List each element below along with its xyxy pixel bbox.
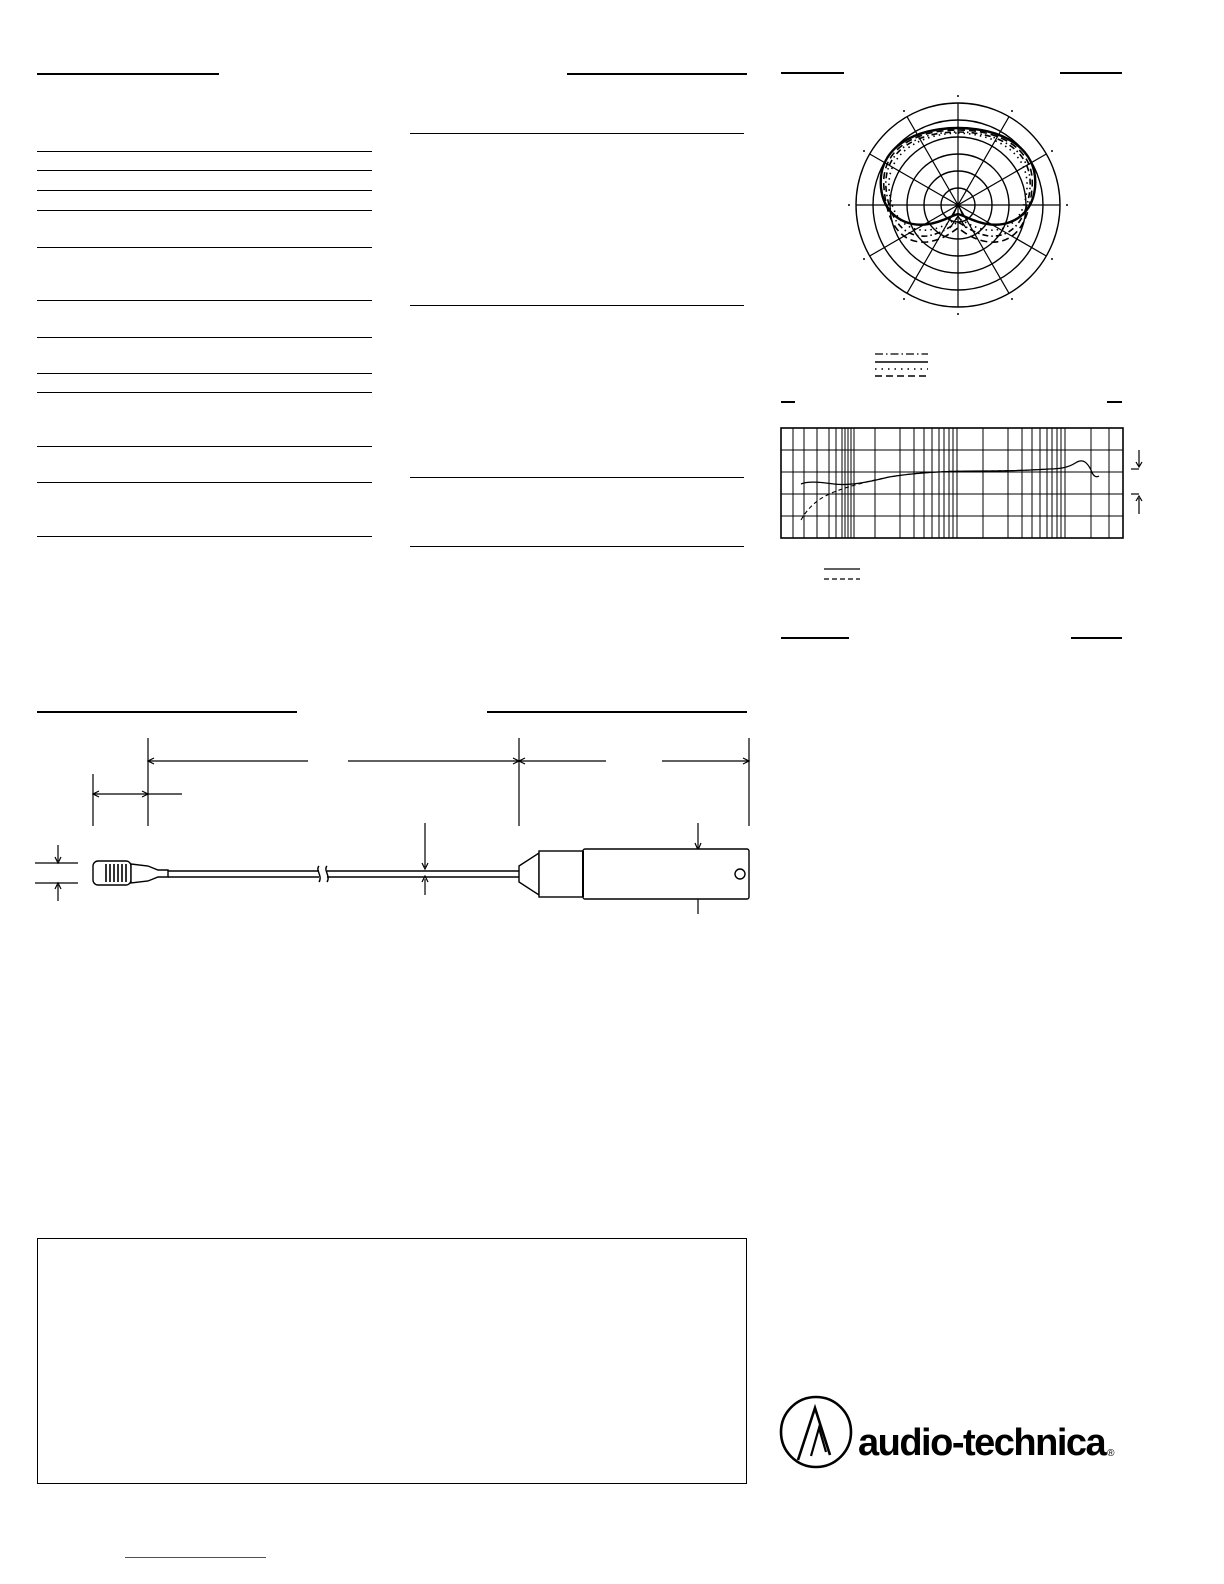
brand-wordmark bbox=[858, 1421, 1115, 1476]
spec-row-divider bbox=[37, 373, 372, 374]
frequency-response-icon bbox=[779, 426, 1139, 576]
frequency-legend-icon bbox=[822, 566, 866, 584]
spec-row-divider bbox=[37, 190, 372, 191]
spec-row-divider bbox=[37, 337, 372, 338]
spec-row-divider bbox=[410, 305, 744, 306]
spec-row-divider bbox=[37, 210, 372, 211]
registered-mark: ® bbox=[1107, 1448, 1115, 1459]
dimensions-heading-rule-right bbox=[487, 711, 747, 713]
polar-legend-icon bbox=[873, 350, 933, 380]
accessories-heading-rule-right bbox=[1071, 637, 1122, 639]
polar-pattern-heading-rule-right bbox=[1060, 72, 1122, 74]
specifications-heading-rule-right bbox=[567, 73, 747, 75]
spec-row-divider bbox=[37, 536, 372, 537]
footer-link[interactable] bbox=[125, 1557, 266, 1560]
spec-row-divider bbox=[37, 247, 372, 248]
dimensions-heading-rule bbox=[37, 711, 297, 713]
spec-row-divider bbox=[410, 546, 744, 547]
polar-pattern-heading-rule bbox=[781, 72, 844, 74]
audio-technica-logo-icon bbox=[778, 1394, 854, 1470]
specifications-heading-rule bbox=[37, 73, 219, 75]
spec-row-divider bbox=[37, 392, 372, 393]
spec-row-divider bbox=[37, 482, 372, 483]
spec-row-divider bbox=[37, 446, 372, 447]
frequency-response-heading-rule bbox=[781, 401, 795, 403]
frequency-response-heading-rule-right bbox=[1107, 401, 1122, 403]
spec-row-divider bbox=[37, 151, 372, 152]
microphone-dimension-drawing-icon bbox=[30, 730, 760, 910]
polar-pattern-icon bbox=[829, 76, 1089, 336]
notice-box bbox=[37, 1238, 747, 1484]
brand-name: audio-technica bbox=[858, 1422, 1106, 1464]
accessories-heading-rule bbox=[781, 637, 849, 639]
spec-row-divider bbox=[410, 477, 744, 478]
spec-row-divider bbox=[37, 300, 372, 301]
spec-row-divider bbox=[37, 170, 372, 171]
spec-row-divider bbox=[410, 133, 744, 134]
